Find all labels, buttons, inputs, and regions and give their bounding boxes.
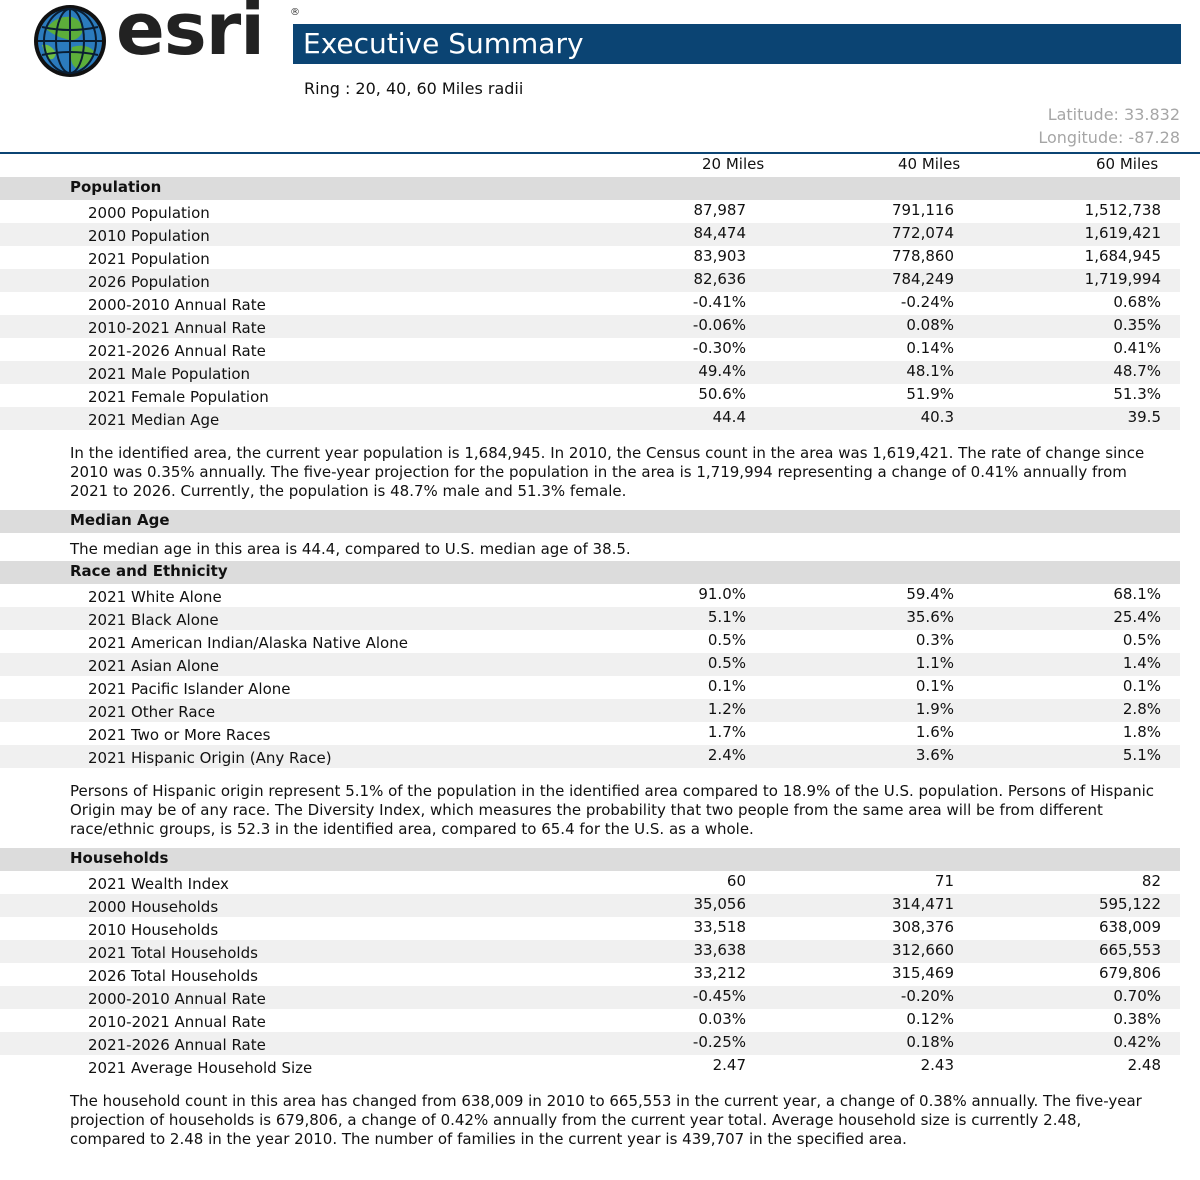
households-summary: The household count in this area has changed from 638,009 in 2010 to 665,553 in the current year, a change of 0.38% annually. The five-year projection of households is 679,806, a change of 0.42% annually from the current year total. Average household size is currently 2.48, compared to 2.48 in the year 2010. The number of families in the current year is 439,707 in the specified area. — [70, 1092, 1142, 1148]
table-row — [0, 269, 1180, 292]
row-value: 84,474 — [693, 224, 746, 242]
row-value: 595,122 — [1098, 895, 1161, 913]
row-value: 0.38% — [1113, 1010, 1161, 1028]
table-row — [0, 722, 1180, 745]
row-value: 0.35% — [1113, 316, 1161, 334]
row-value: 0.70% — [1113, 987, 1161, 1005]
row-value: 83,903 — [693, 247, 746, 265]
row-value: 5.1% — [1122, 746, 1161, 764]
column-header-60-miles: 60 Miles — [1096, 155, 1159, 173]
row-label: 2000-2010 Annual Rate — [88, 990, 266, 1008]
page-title: Executive Summary — [293, 24, 1181, 64]
row-value: 51.3% — [1113, 385, 1161, 403]
row-label: 2010 Households — [88, 921, 219, 939]
row-value: 35.6% — [906, 608, 954, 626]
row-label: 2021 Population — [88, 250, 210, 268]
table-row — [0, 584, 1180, 607]
table-row — [0, 745, 1180, 768]
row-value: 1.9% — [915, 700, 954, 718]
row-value: 0.18% — [906, 1033, 954, 1051]
table-row — [0, 223, 1180, 246]
row-label: 2021 Two or More Races — [88, 726, 271, 744]
section-race-ethnicity: Race and Ethnicity — [0, 561, 1180, 584]
table-row — [0, 1009, 1180, 1032]
row-value: 2.48 — [1127, 1056, 1161, 1074]
table-row — [0, 630, 1180, 653]
row-label: 2021 Average Household Size — [88, 1059, 313, 1077]
row-value: 1.1% — [915, 654, 954, 672]
row-value: 638,009 — [1098, 918, 1161, 936]
row-value: 1,719,994 — [1084, 270, 1161, 288]
row-value: 50.6% — [698, 385, 746, 403]
column-headers — [0, 154, 1180, 177]
row-label: 2021 Female Population — [88, 388, 269, 406]
row-value: 791,116 — [891, 201, 954, 219]
table-row — [0, 986, 1180, 1009]
row-value: 0.5% — [707, 631, 746, 649]
row-value: 0.41% — [1113, 339, 1161, 357]
row-value: 2.43 — [920, 1056, 954, 1074]
row-label: 2021-2026 Annual Rate — [88, 342, 266, 360]
row-label: 2021 Hispanic Origin (Any Race) — [88, 749, 332, 767]
latitude: Latitude: 33.832 — [1047, 105, 1180, 124]
row-value: 59.4% — [906, 585, 954, 603]
row-value: 48.1% — [906, 362, 954, 380]
row-value: 665,553 — [1098, 941, 1161, 959]
table-row — [0, 871, 1180, 894]
population-summary: In the identified area, the current year population is 1,684,945. In 2010, the Census count in the area was 1,619,421. The rate of change since 2010 was 0.35% annually. The five-year projection for the population in the area is 1,719,994 representing a change of 0.41% annually from 2021 to 2026. Currently, the population is 48.7% male and 51.3% female. — [70, 444, 1145, 500]
registered-mark: ® — [290, 7, 300, 18]
column-header-20-miles: 20 Miles — [702, 155, 765, 173]
row-label: 2021 Pacific Islander Alone — [88, 680, 291, 698]
column-header-40-miles: 40 Miles — [898, 155, 961, 173]
row-label: 2021 Black Alone — [88, 611, 219, 629]
row-value: 0.1% — [915, 677, 954, 695]
row-value: 0.1% — [707, 677, 746, 695]
row-value: 2.8% — [1122, 700, 1161, 718]
row-value: 1.2% — [707, 700, 746, 718]
row-value: 33,518 — [693, 918, 746, 936]
row-value: 1,512,738 — [1084, 201, 1161, 219]
row-label: 2021 White Alone — [88, 588, 222, 606]
logo-wordmark: esri — [116, 0, 264, 71]
row-label: 2026 Total Households — [88, 967, 258, 985]
race-summary: Persons of Hispanic origin represent 5.1% of the population in the identified area compared to 18.9% of the U.S. population. Persons of Hispanic Origin may be of any race. The Diversity Index, which measures the probability that two people from the same area will be from different race/ethnic groups, is 52.3 in the identified area, compared to 65.4 for the U.S. as a whole. — [70, 782, 1154, 838]
row-value: 315,469 — [891, 964, 954, 982]
row-value: 1,684,945 — [1084, 247, 1161, 265]
row-label: 2010-2021 Annual Rate — [88, 319, 266, 337]
row-value: 0.08% — [906, 316, 954, 334]
table-row — [0, 246, 1180, 269]
row-value: -0.06% — [692, 316, 746, 334]
table-row — [0, 607, 1180, 630]
globe-icon — [32, 3, 108, 79]
table-row — [0, 384, 1180, 407]
row-label: 2010 Population — [88, 227, 210, 245]
row-value: -0.30% — [692, 339, 746, 357]
row-value: -0.25% — [692, 1033, 746, 1051]
section-population: Population — [0, 177, 1180, 200]
row-label: 2021-2026 Annual Rate — [88, 1036, 266, 1054]
table-row — [0, 338, 1180, 361]
row-value: 40.3 — [920, 408, 954, 426]
households-table — [0, 871, 1180, 1078]
row-label: 2021 Wealth Index — [88, 875, 229, 893]
row-value: 3.6% — [915, 746, 954, 764]
row-value: 44.4 — [712, 408, 746, 426]
table-row — [0, 361, 1180, 384]
row-value: 25.4% — [1113, 608, 1161, 626]
row-value: 312,660 — [891, 941, 954, 959]
row-label: 2021 Total Households — [88, 944, 258, 962]
row-value: 0.5% — [1122, 631, 1161, 649]
row-value: 5.1% — [707, 608, 746, 626]
row-label: 2026 Population — [88, 273, 210, 291]
row-value: 1.8% — [1122, 723, 1161, 741]
row-label: 2021 American Indian/Alaska Native Alone — [88, 634, 408, 652]
row-value: 0.1% — [1122, 677, 1161, 695]
table-row — [0, 315, 1180, 338]
row-label: 2021 Male Population — [88, 365, 251, 383]
row-value: 778,860 — [891, 247, 954, 265]
table-row — [0, 1055, 1180, 1078]
row-value: 71 — [934, 872, 954, 890]
row-value: 2.47 — [712, 1056, 746, 1074]
row-value: 33,212 — [693, 964, 746, 982]
section-median-age: Median Age — [0, 510, 1180, 533]
row-value: 0.12% — [906, 1010, 954, 1028]
row-label: 2000 Population — [88, 204, 210, 222]
table-row — [0, 699, 1180, 722]
row-value: 314,471 — [891, 895, 954, 913]
row-value: 87,987 — [693, 201, 746, 219]
row-label: 2000-2010 Annual Rate — [88, 296, 266, 314]
row-value: 772,074 — [891, 224, 954, 242]
row-value: 60 — [726, 872, 746, 890]
row-label: 2010-2021 Annual Rate — [88, 1013, 266, 1031]
median-age-summary: The median age in this area is 44.4, compared to U.S. median age of 38.5. — [70, 540, 631, 558]
row-value: 91.0% — [698, 585, 746, 603]
race-table — [0, 584, 1180, 768]
row-value: 2.4% — [707, 746, 746, 764]
row-value: 1.6% — [915, 723, 954, 741]
table-row — [0, 1032, 1180, 1055]
table-row — [0, 676, 1180, 699]
ring-description: Ring : 20, 40, 60 Miles radii — [304, 79, 524, 98]
table-row — [0, 407, 1180, 430]
row-value: 1.7% — [707, 723, 746, 741]
table-row — [0, 940, 1180, 963]
row-value: 82,636 — [693, 270, 746, 288]
table-row — [0, 200, 1180, 223]
row-value: 82 — [1141, 872, 1161, 890]
row-value: 49.4% — [698, 362, 746, 380]
row-value: 1.4% — [1122, 654, 1161, 672]
row-label: 2000 Households — [88, 898, 219, 916]
row-value: 33,638 — [693, 941, 746, 959]
row-value: 308,376 — [891, 918, 954, 936]
row-label: 2021 Median Age — [88, 411, 220, 429]
row-value: 0.68% — [1113, 293, 1161, 311]
table-row — [0, 963, 1180, 986]
row-value: 0.42% — [1113, 1033, 1161, 1051]
row-value: 51.9% — [906, 385, 954, 403]
coordinates — [1038, 103, 1180, 149]
row-value: -0.20% — [900, 987, 954, 1005]
row-value: -0.41% — [692, 293, 746, 311]
row-value: 784,249 — [891, 270, 954, 288]
row-value: -0.24% — [900, 293, 954, 311]
row-value: 68.1% — [1113, 585, 1161, 603]
section-households: Households — [0, 848, 1180, 871]
row-value: 0.03% — [698, 1010, 746, 1028]
row-value: 48.7% — [1113, 362, 1161, 380]
table-row — [0, 292, 1180, 315]
table-row — [0, 653, 1180, 676]
row-value: 1,619,421 — [1084, 224, 1161, 242]
row-value: 0.3% — [915, 631, 954, 649]
table-row — [0, 917, 1180, 940]
longitude: Longitude: -87.28 — [1038, 128, 1180, 147]
row-value: -0.45% — [692, 987, 746, 1005]
row-label: 2021 Asian Alone — [88, 657, 219, 675]
row-value: 39.5 — [1127, 408, 1161, 426]
row-value: 0.14% — [906, 339, 954, 357]
row-value: 35,056 — [693, 895, 746, 913]
table-row — [0, 894, 1180, 917]
row-value: 0.5% — [707, 654, 746, 672]
report-body — [0, 154, 1180, 1158]
population-table — [0, 200, 1180, 430]
row-label: 2021 Other Race — [88, 703, 216, 721]
row-value: 679,806 — [1098, 964, 1161, 982]
